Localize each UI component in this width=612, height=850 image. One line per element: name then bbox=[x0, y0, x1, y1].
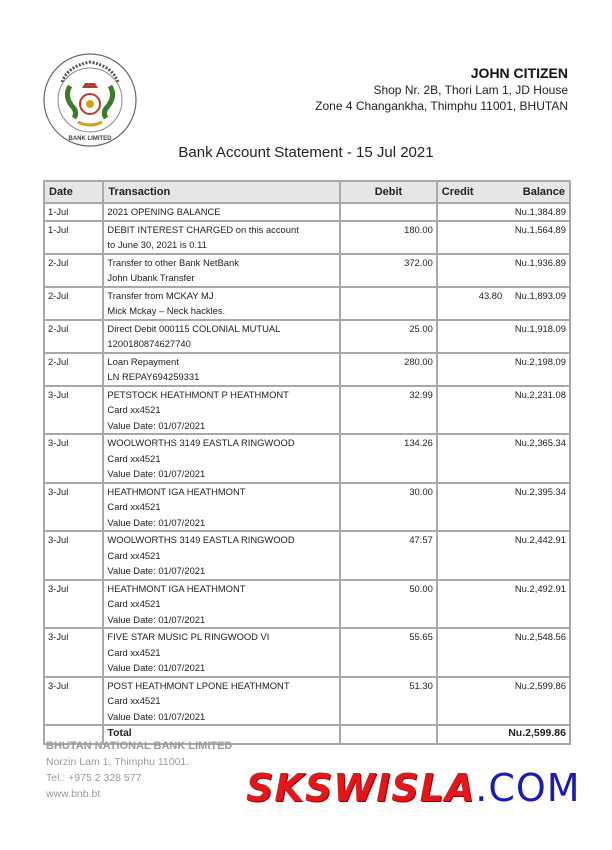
cell-credit bbox=[437, 254, 505, 287]
transaction-line: Transfer from MCKAY MJ bbox=[107, 289, 214, 301]
cell-debit: 47.57 bbox=[340, 531, 437, 580]
cell-credit bbox=[437, 628, 505, 677]
cell-balance: Nu.2,442.91 bbox=[505, 531, 570, 580]
cell-debit: 55.65 bbox=[340, 628, 437, 677]
table-row bbox=[44, 221, 570, 254]
cell-credit bbox=[437, 580, 505, 629]
cell-date: 2-Jul bbox=[44, 320, 103, 353]
transaction-line: Value Date: 01/07/2021 bbox=[107, 710, 206, 722]
total-label: Total bbox=[103, 725, 340, 744]
cell-balance: Nu.1,564.89 bbox=[505, 221, 570, 254]
table-body bbox=[44, 203, 570, 744]
cell-balance: Nu.1,384.89 bbox=[505, 203, 570, 221]
col-header-date: Date bbox=[44, 181, 103, 203]
cell-credit bbox=[437, 386, 505, 435]
cell-balance: Nu.1,936.89 bbox=[505, 254, 570, 287]
cell-date: 3-Jul bbox=[44, 386, 103, 435]
table-row bbox=[44, 434, 570, 483]
cell-credit bbox=[437, 531, 505, 580]
transaction-line: HEATHMONT IGA HEATHMONT bbox=[107, 582, 246, 594]
cell-transaction bbox=[103, 483, 340, 532]
cell-date: 1-Jul bbox=[44, 221, 103, 254]
customer-address-line1: Shop Nr. 2B, Thori Lam 1, JD House bbox=[373, 83, 568, 97]
cell-transaction bbox=[103, 677, 340, 726]
cell-transaction bbox=[103, 386, 340, 435]
transaction-line: Card xx4521 bbox=[107, 598, 161, 609]
svg-text:BANK LIMITED: BANK LIMITED bbox=[68, 136, 112, 142]
customer-address-block bbox=[315, 64, 568, 114]
transaction-line: 2021 OPENING BALANCE bbox=[107, 206, 221, 217]
transaction-line: Card xx4521 bbox=[107, 404, 161, 415]
cell-balance: Nu.2,395.34 bbox=[505, 483, 570, 532]
table-row bbox=[44, 353, 570, 386]
col-header-credit: Credit bbox=[437, 181, 505, 203]
cell-balance: Nu.1,918.09 bbox=[505, 320, 570, 353]
watermark bbox=[246, 766, 581, 810]
cell-debit: 50.00 bbox=[340, 580, 437, 629]
transaction-line: Value Date: 01/07/2021 bbox=[107, 516, 206, 528]
footer-bank-website[interactable]: www.bnb.bt bbox=[46, 788, 101, 800]
transaction-line: Transfer to other Bank NetBank bbox=[107, 256, 239, 268]
cell-credit bbox=[437, 203, 505, 221]
cell-credit bbox=[437, 725, 505, 744]
table-row bbox=[44, 628, 570, 677]
cell-credit bbox=[437, 434, 505, 483]
transaction-line: WOOLWORTHS 3149 EASTLA RINGWOOD bbox=[107, 437, 295, 448]
transaction-line: Direct Debit 000115 COLONIAL MUTUAL bbox=[107, 322, 281, 334]
bank-seal-icon bbox=[42, 52, 138, 148]
footer-bank-tel: Tel.: +975 2 328 577 bbox=[46, 772, 142, 784]
cell-date: 3-Jul bbox=[44, 677, 103, 726]
transaction-line: Value Date: 01/07/2021 bbox=[107, 565, 206, 576]
cell-transaction bbox=[103, 221, 340, 254]
cell-debit: 30.00 bbox=[340, 483, 437, 532]
transaction-line: to June 30, 2021 is 0.11 bbox=[107, 239, 207, 250]
col-header-transaction: Transaction bbox=[103, 181, 340, 203]
table-header-row bbox=[44, 181, 570, 203]
cell-debit bbox=[340, 287, 437, 320]
transaction-line: John Ubank Transfer bbox=[107, 272, 195, 283]
table-row bbox=[44, 531, 570, 580]
transaction-line: Card xx4521 bbox=[107, 646, 161, 658]
cell-date: 2-Jul bbox=[44, 287, 103, 320]
cell-balance: Nu.2,548.56 bbox=[505, 628, 570, 677]
table-row bbox=[44, 203, 570, 221]
watermark-part2: .COM bbox=[475, 766, 581, 810]
statement-title: Bank Account Statement - 15 Jul 2021 bbox=[178, 144, 434, 161]
watermark-part1: SKSWISLA bbox=[246, 766, 476, 810]
transaction-line: WOOLWORTHS 3149 EASTLA RINGWOOD bbox=[107, 534, 295, 545]
transaction-line: LN REPAY694259331 bbox=[107, 371, 200, 382]
cell-date: 3-Jul bbox=[44, 531, 103, 580]
cell-credit bbox=[437, 677, 505, 726]
transaction-line: DEBIT INTEREST CHARGED on this account bbox=[107, 223, 299, 235]
transaction-line: HEATHMONT IGA HEATHMONT bbox=[107, 485, 246, 497]
cell-debit: 51.30 bbox=[340, 677, 437, 726]
cell-credit bbox=[437, 221, 505, 254]
cell-balance: Nu.2,231.08 bbox=[505, 386, 570, 435]
table-row bbox=[44, 386, 570, 435]
col-header-debit: Debit bbox=[340, 181, 437, 203]
table-row bbox=[44, 580, 570, 629]
transaction-line: Card xx4521 bbox=[107, 501, 161, 512]
cell-debit: 280.00 bbox=[340, 353, 437, 386]
transaction-line: Mick Mckay – Neck hackles. bbox=[107, 305, 226, 316]
transaction-line: 1200180874627740 bbox=[107, 338, 191, 349]
cell-transaction bbox=[103, 254, 340, 287]
table-row bbox=[44, 254, 570, 287]
bank-logo bbox=[42, 52, 138, 148]
cell-debit: 32.99 bbox=[340, 386, 437, 435]
cell-debit bbox=[340, 203, 437, 221]
cell-transaction bbox=[103, 203, 340, 221]
transaction-line: Value Date: 01/07/2021 bbox=[107, 468, 206, 479]
col-header-balance: Balance bbox=[505, 181, 570, 203]
cell-balance: Nu.1,893.09 bbox=[505, 287, 570, 320]
table-row bbox=[44, 287, 570, 320]
customer-name: JOHN CITIZEN bbox=[470, 65, 568, 81]
cell-debit: 180.00 bbox=[340, 221, 437, 254]
transaction-line: FIVE STAR MUSIC PL RINGWOOD VI bbox=[107, 631, 270, 642]
transaction-line: Value Date: 01/07/2021 bbox=[107, 419, 206, 431]
cell-credit bbox=[437, 320, 505, 353]
transaction-line: Card xx4521 bbox=[107, 549, 161, 561]
transaction-line: Card xx4521 bbox=[107, 452, 161, 464]
cell-debit: 25.00 bbox=[340, 320, 437, 353]
total-balance: Nu.2,599.86 bbox=[505, 725, 570, 744]
cell-date: 3-Jul bbox=[44, 628, 103, 677]
cell-transaction bbox=[103, 287, 340, 320]
cell-debit bbox=[340, 725, 437, 744]
cell-transaction bbox=[103, 628, 340, 677]
transaction-line: PETSTOCK HEATHMONT P HEATHMONT bbox=[107, 388, 289, 400]
transaction-line: Value Date: 01/07/2021 bbox=[107, 662, 206, 673]
cell-date: 2-Jul bbox=[44, 254, 103, 287]
cell-date: 3-Jul bbox=[44, 580, 103, 629]
cell-date: 2-Jul bbox=[44, 353, 103, 386]
customer-address-line2: Zone 4 Changankha, Thimphu 11001, BHUTAN bbox=[315, 99, 568, 113]
footer-bank-address: Norzin Lam 1, Thimphu 11001. bbox=[46, 756, 190, 768]
transactions-table bbox=[43, 180, 571, 745]
transaction-line: Loan Repayment bbox=[107, 355, 179, 367]
cell-balance: Nu.2,198.09 bbox=[505, 353, 570, 386]
footer-bank-name: BHUTAN NATIONAL BANK LIMITED bbox=[46, 740, 233, 752]
cell-date: 1-Jul bbox=[44, 203, 103, 221]
cell-date: 3-Jul bbox=[44, 483, 103, 532]
cell-debit: 372.00 bbox=[340, 254, 437, 287]
bank-footer bbox=[46, 738, 232, 802]
cell-debit: 134.26 bbox=[340, 434, 437, 483]
cell-transaction bbox=[103, 320, 340, 353]
cell-credit bbox=[437, 353, 505, 386]
transaction-line: POST HEATHMONT LPONE HEATHMONT bbox=[107, 679, 290, 691]
cell-balance: Nu.2,365.34 bbox=[505, 434, 570, 483]
cell-date: 3-Jul bbox=[44, 434, 103, 483]
cell-transaction bbox=[103, 531, 340, 580]
cell-balance: Nu.2,492.91 bbox=[505, 580, 570, 629]
cell-transaction bbox=[103, 434, 340, 483]
cell-transaction bbox=[103, 353, 340, 386]
cell-credit bbox=[437, 483, 505, 532]
table-row bbox=[44, 320, 570, 353]
transaction-line: Value Date: 01/07/2021 bbox=[107, 613, 206, 625]
table-row bbox=[44, 483, 570, 532]
cell-transaction bbox=[103, 580, 340, 629]
cell-credit: 43.80 bbox=[437, 287, 505, 320]
table-row bbox=[44, 677, 570, 726]
cell-balance: Nu.2,599.86 bbox=[505, 677, 570, 726]
transaction-line: Card xx4521 bbox=[107, 695, 161, 706]
